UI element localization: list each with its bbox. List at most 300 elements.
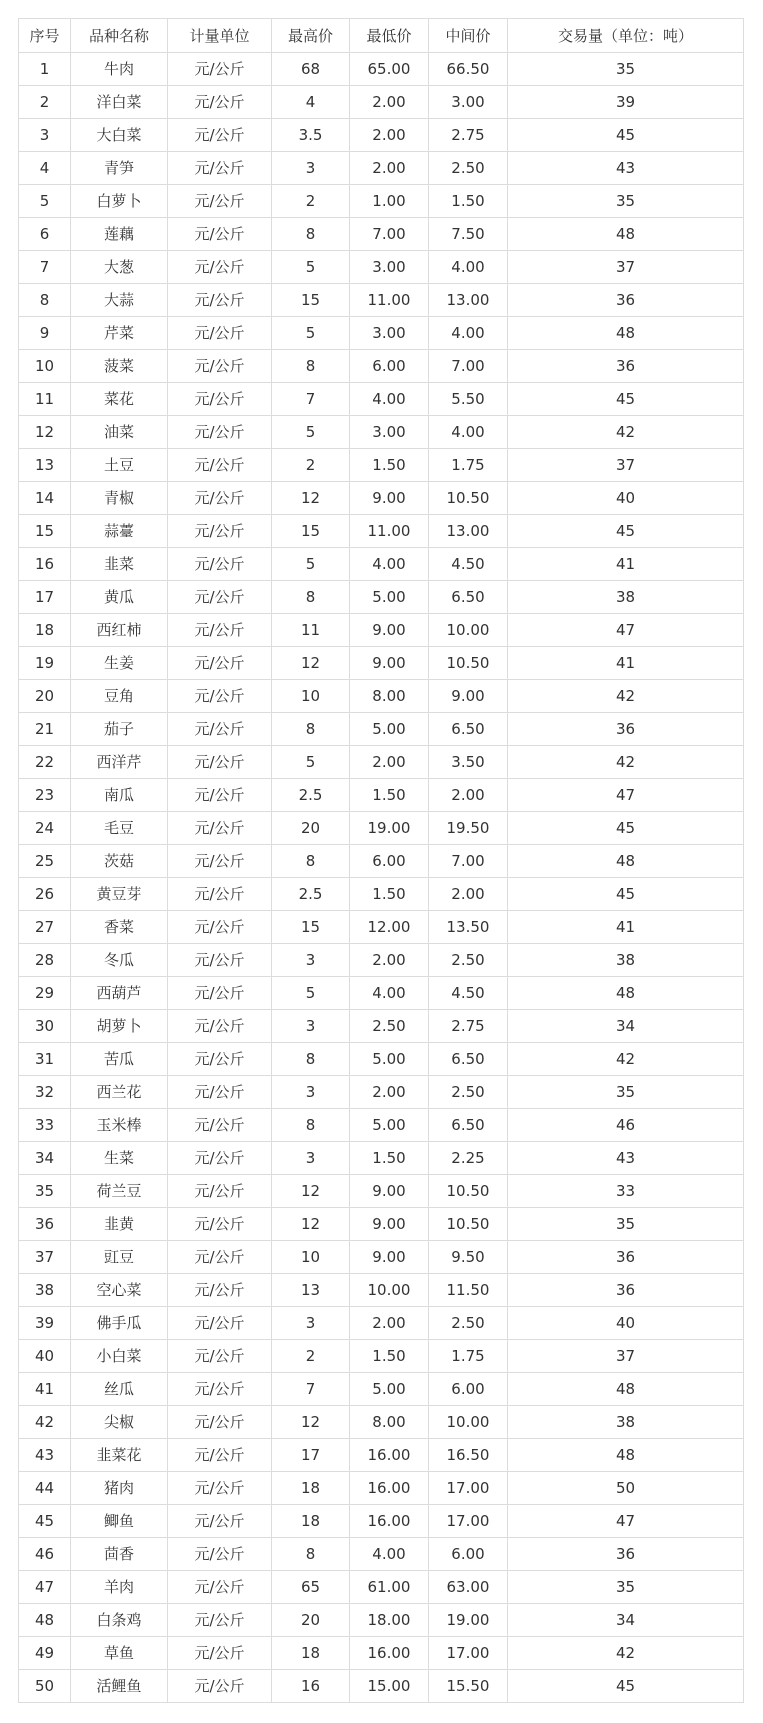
- table-row: [19, 1439, 744, 1472]
- cell-volume: 47: [508, 779, 744, 812]
- cell-unit: 元/公斤: [168, 86, 272, 119]
- cell-index: 31: [19, 1043, 71, 1076]
- cell-max-price: 8: [272, 1043, 350, 1076]
- cell-volume: 36: [508, 1538, 744, 1571]
- cell-mid-price: 4.00: [429, 317, 508, 350]
- cell-unit: 元/公斤: [168, 185, 272, 218]
- cell-volume: 37: [508, 449, 744, 482]
- cell-volume: 46: [508, 1109, 744, 1142]
- table-row: [19, 383, 744, 416]
- cell-index: 24: [19, 812, 71, 845]
- cell-unit: 元/公斤: [168, 1373, 272, 1406]
- cell-min-price: 16.00: [350, 1472, 429, 1505]
- table-row: [19, 152, 744, 185]
- cell-min-price: 2.00: [350, 119, 429, 152]
- cell-index: 42: [19, 1406, 71, 1439]
- cell-unit: 元/公斤: [168, 878, 272, 911]
- cell-unit: 元/公斤: [168, 779, 272, 812]
- table-row: [19, 713, 744, 746]
- cell-index: 8: [19, 284, 71, 317]
- cell-index: 33: [19, 1109, 71, 1142]
- cell-min-price: 2.00: [350, 746, 429, 779]
- cell-variety-name: 荷兰豆: [71, 1175, 168, 1208]
- cell-variety-name: 西葫芦: [71, 977, 168, 1010]
- table-row: [19, 1340, 744, 1373]
- cell-volume: 40: [508, 482, 744, 515]
- table-row: [19, 1175, 744, 1208]
- cell-variety-name: 佛手瓜: [71, 1307, 168, 1340]
- cell-variety-name: 韭黄: [71, 1208, 168, 1241]
- cell-mid-price: 1.75: [429, 449, 508, 482]
- cell-volume: 48: [508, 218, 744, 251]
- cell-min-price: 1.50: [350, 1142, 429, 1175]
- table-header: [19, 19, 744, 53]
- table-row: [19, 284, 744, 317]
- cell-unit: 元/公斤: [168, 482, 272, 515]
- cell-volume: 36: [508, 350, 744, 383]
- cell-index: 17: [19, 581, 71, 614]
- cell-volume: 43: [508, 1142, 744, 1175]
- cell-max-price: 8: [272, 350, 350, 383]
- cell-mid-price: 10.50: [429, 482, 508, 515]
- cell-index: 15: [19, 515, 71, 548]
- cell-volume: 38: [508, 1406, 744, 1439]
- cell-mid-price: 9.50: [429, 1241, 508, 1274]
- cell-max-price: 16: [272, 1670, 350, 1703]
- cell-variety-name: 西洋芹: [71, 746, 168, 779]
- cell-min-price: 19.00: [350, 812, 429, 845]
- cell-variety-name: 大葱: [71, 251, 168, 284]
- cell-unit: 元/公斤: [168, 1439, 272, 1472]
- cell-variety-name: 油菜: [71, 416, 168, 449]
- cell-max-price: 13: [272, 1274, 350, 1307]
- cell-mid-price: 3.50: [429, 746, 508, 779]
- cell-index: 35: [19, 1175, 71, 1208]
- table-row: [19, 1043, 744, 1076]
- cell-volume: 48: [508, 1439, 744, 1472]
- table-row: [19, 944, 744, 977]
- cell-index: 49: [19, 1637, 71, 1670]
- cell-volume: 42: [508, 1637, 744, 1670]
- cell-volume: 42: [508, 680, 744, 713]
- table-row: [19, 1010, 744, 1043]
- cell-variety-name: 生姜: [71, 647, 168, 680]
- cell-mid-price: 63.00: [429, 1571, 508, 1604]
- cell-max-price: 15: [272, 284, 350, 317]
- table-body: [19, 53, 744, 1703]
- cell-variety-name: 苦瓜: [71, 1043, 168, 1076]
- table-row: [19, 845, 744, 878]
- cell-min-price: 9.00: [350, 647, 429, 680]
- cell-unit: 元/公斤: [168, 1142, 272, 1175]
- table-row: [19, 977, 744, 1010]
- cell-index: 48: [19, 1604, 71, 1637]
- cell-min-price: 9.00: [350, 1208, 429, 1241]
- cell-volume: 45: [508, 812, 744, 845]
- cell-volume: 47: [508, 614, 744, 647]
- cell-max-price: 15: [272, 515, 350, 548]
- cell-max-price: 3: [272, 152, 350, 185]
- cell-variety-name: 活鲤鱼: [71, 1670, 168, 1703]
- cell-unit: 元/公斤: [168, 1274, 272, 1307]
- table-row: [19, 1571, 744, 1604]
- table-row: [19, 1505, 744, 1538]
- cell-min-price: 61.00: [350, 1571, 429, 1604]
- cell-min-price: 11.00: [350, 515, 429, 548]
- cell-mid-price: 10.50: [429, 1208, 508, 1241]
- table-row: [19, 680, 744, 713]
- cell-min-price: 4.00: [350, 977, 429, 1010]
- cell-variety-name: 茨菇: [71, 845, 168, 878]
- cell-variety-name: 青椒: [71, 482, 168, 515]
- header-mid-price: 中间价: [429, 19, 508, 53]
- cell-mid-price: 7.00: [429, 350, 508, 383]
- cell-unit: 元/公斤: [168, 713, 272, 746]
- cell-min-price: 16.00: [350, 1637, 429, 1670]
- cell-mid-price: 2.00: [429, 878, 508, 911]
- table-row: [19, 1670, 744, 1703]
- cell-volume: 42: [508, 746, 744, 779]
- table-row: [19, 86, 744, 119]
- cell-max-price: 3: [272, 944, 350, 977]
- table-row: [19, 1307, 744, 1340]
- cell-index: 19: [19, 647, 71, 680]
- cell-mid-price: 16.50: [429, 1439, 508, 1472]
- cell-volume: 42: [508, 1043, 744, 1076]
- cell-mid-price: 2.50: [429, 152, 508, 185]
- cell-volume: 40: [508, 1307, 744, 1340]
- cell-volume: 50: [508, 1472, 744, 1505]
- price-table: [18, 18, 744, 1703]
- cell-min-price: 9.00: [350, 614, 429, 647]
- cell-mid-price: 4.00: [429, 251, 508, 284]
- cell-unit: 元/公斤: [168, 1604, 272, 1637]
- cell-unit: 元/公斤: [168, 1637, 272, 1670]
- table-row: [19, 548, 744, 581]
- cell-index: 23: [19, 779, 71, 812]
- cell-unit: 元/公斤: [168, 1208, 272, 1241]
- cell-unit: 元/公斤: [168, 152, 272, 185]
- cell-mid-price: 9.00: [429, 680, 508, 713]
- cell-index: 16: [19, 548, 71, 581]
- cell-variety-name: 豆角: [71, 680, 168, 713]
- cell-unit: 元/公斤: [168, 515, 272, 548]
- cell-variety-name: 毛豆: [71, 812, 168, 845]
- cell-max-price: 5: [272, 977, 350, 1010]
- cell-min-price: 10.00: [350, 1274, 429, 1307]
- cell-max-price: 8: [272, 1109, 350, 1142]
- cell-variety-name: 蒜薹: [71, 515, 168, 548]
- cell-min-price: 2.50: [350, 1010, 429, 1043]
- cell-volume: 45: [508, 1670, 744, 1703]
- table-row: [19, 218, 744, 251]
- cell-unit: 元/公斤: [168, 977, 272, 1010]
- cell-min-price: 1.50: [350, 1340, 429, 1373]
- cell-min-price: 4.00: [350, 1538, 429, 1571]
- cell-max-price: 8: [272, 581, 350, 614]
- cell-unit: 元/公斤: [168, 251, 272, 284]
- cell-unit: 元/公斤: [168, 1571, 272, 1604]
- cell-index: 7: [19, 251, 71, 284]
- cell-variety-name: 南瓜: [71, 779, 168, 812]
- cell-index: 36: [19, 1208, 71, 1241]
- cell-volume: 34: [508, 1010, 744, 1043]
- cell-index: 18: [19, 614, 71, 647]
- cell-unit: 元/公斤: [168, 911, 272, 944]
- cell-volume: 33: [508, 1175, 744, 1208]
- cell-unit: 元/公斤: [168, 218, 272, 251]
- cell-max-price: 12: [272, 1208, 350, 1241]
- cell-max-price: 12: [272, 482, 350, 515]
- cell-index: 44: [19, 1472, 71, 1505]
- cell-volume: 45: [508, 515, 744, 548]
- cell-min-price: 2.00: [350, 152, 429, 185]
- cell-variety-name: 茄子: [71, 713, 168, 746]
- cell-volume: 47: [508, 1505, 744, 1538]
- cell-variety-name: 黄豆芽: [71, 878, 168, 911]
- table-row: [19, 317, 744, 350]
- table-row: [19, 1076, 744, 1109]
- cell-min-price: 6.00: [350, 845, 429, 878]
- cell-max-price: 3: [272, 1142, 350, 1175]
- cell-mid-price: 2.50: [429, 1076, 508, 1109]
- cell-min-price: 1.50: [350, 449, 429, 482]
- cell-index: 14: [19, 482, 71, 515]
- table-row: [19, 449, 744, 482]
- table-row: [19, 614, 744, 647]
- cell-max-price: 2: [272, 185, 350, 218]
- cell-volume: 34: [508, 1604, 744, 1637]
- table-row: [19, 350, 744, 383]
- cell-index: 47: [19, 1571, 71, 1604]
- table-row: [19, 1406, 744, 1439]
- cell-index: 6: [19, 218, 71, 251]
- cell-index: 2: [19, 86, 71, 119]
- cell-mid-price: 10.50: [429, 1175, 508, 1208]
- cell-index: 38: [19, 1274, 71, 1307]
- cell-unit: 元/公斤: [168, 1043, 272, 1076]
- cell-max-price: 2.5: [272, 779, 350, 812]
- cell-unit: 元/公斤: [168, 812, 272, 845]
- cell-volume: 38: [508, 944, 744, 977]
- cell-max-price: 7: [272, 383, 350, 416]
- cell-index: 25: [19, 845, 71, 878]
- cell-index: 26: [19, 878, 71, 911]
- cell-min-price: 2.00: [350, 1076, 429, 1109]
- cell-min-price: 1.50: [350, 878, 429, 911]
- cell-min-price: 11.00: [350, 284, 429, 317]
- cell-mid-price: 15.50: [429, 1670, 508, 1703]
- cell-volume: 48: [508, 317, 744, 350]
- cell-max-price: 3: [272, 1076, 350, 1109]
- cell-unit: 元/公斤: [168, 284, 272, 317]
- cell-unit: 元/公斤: [168, 317, 272, 350]
- cell-variety-name: 白萝卜: [71, 185, 168, 218]
- cell-volume: 35: [508, 1571, 744, 1604]
- cell-variety-name: 小白菜: [71, 1340, 168, 1373]
- cell-volume: 45: [508, 383, 744, 416]
- cell-mid-price: 2.00: [429, 779, 508, 812]
- cell-volume: 35: [508, 53, 744, 86]
- cell-variety-name: 香菜: [71, 911, 168, 944]
- cell-volume: 43: [508, 152, 744, 185]
- cell-mid-price: 10.00: [429, 1406, 508, 1439]
- cell-max-price: 4: [272, 86, 350, 119]
- cell-max-price: 18: [272, 1637, 350, 1670]
- cell-unit: 元/公斤: [168, 680, 272, 713]
- table-row: [19, 779, 744, 812]
- cell-max-price: 2.5: [272, 878, 350, 911]
- table-row: [19, 1241, 744, 1274]
- cell-variety-name: 韭菜花: [71, 1439, 168, 1472]
- cell-mid-price: 6.00: [429, 1538, 508, 1571]
- cell-unit: 元/公斤: [168, 944, 272, 977]
- cell-index: 22: [19, 746, 71, 779]
- cell-max-price: 5: [272, 251, 350, 284]
- cell-max-price: 17: [272, 1439, 350, 1472]
- cell-variety-name: 鲫鱼: [71, 1505, 168, 1538]
- cell-min-price: 2.00: [350, 1307, 429, 1340]
- table-row: [19, 1274, 744, 1307]
- cell-index: 5: [19, 185, 71, 218]
- cell-mid-price: 2.75: [429, 1010, 508, 1043]
- cell-unit: 元/公斤: [168, 614, 272, 647]
- cell-min-price: 5.00: [350, 1043, 429, 1076]
- cell-min-price: 9.00: [350, 1241, 429, 1274]
- cell-unit: 元/公斤: [168, 1241, 272, 1274]
- cell-max-price: 68: [272, 53, 350, 86]
- cell-mid-price: 4.50: [429, 977, 508, 1010]
- header-volume: 交易量（单位：吨）: [508, 19, 744, 53]
- cell-unit: 元/公斤: [168, 1505, 272, 1538]
- cell-volume: 35: [508, 1076, 744, 1109]
- table-row: [19, 581, 744, 614]
- cell-index: 13: [19, 449, 71, 482]
- cell-index: 37: [19, 1241, 71, 1274]
- cell-variety-name: 茴香: [71, 1538, 168, 1571]
- cell-max-price: 12: [272, 1175, 350, 1208]
- cell-index: 27: [19, 911, 71, 944]
- cell-volume: 35: [508, 1208, 744, 1241]
- cell-index: 32: [19, 1076, 71, 1109]
- cell-mid-price: 3.00: [429, 86, 508, 119]
- table-row: [19, 647, 744, 680]
- cell-variety-name: 牛肉: [71, 53, 168, 86]
- cell-mid-price: 7.00: [429, 845, 508, 878]
- cell-max-price: 8: [272, 218, 350, 251]
- cell-min-price: 8.00: [350, 680, 429, 713]
- cell-volume: 45: [508, 119, 744, 152]
- cell-variety-name: 青笋: [71, 152, 168, 185]
- cell-variety-name: 莲藕: [71, 218, 168, 251]
- cell-mid-price: 2.50: [429, 944, 508, 977]
- cell-max-price: 3: [272, 1307, 350, 1340]
- cell-unit: 元/公斤: [168, 581, 272, 614]
- cell-max-price: 8: [272, 1538, 350, 1571]
- cell-max-price: 8: [272, 845, 350, 878]
- table-row: [19, 878, 744, 911]
- cell-min-price: 5.00: [350, 1373, 429, 1406]
- cell-max-price: 2: [272, 1340, 350, 1373]
- table-row: [19, 515, 744, 548]
- cell-index: 3: [19, 119, 71, 152]
- cell-mid-price: 17.00: [429, 1505, 508, 1538]
- table-row: [19, 53, 744, 86]
- cell-variety-name: 羊肉: [71, 1571, 168, 1604]
- cell-index: 9: [19, 317, 71, 350]
- header-min-price: 最低价: [350, 19, 429, 53]
- header-max-price: 最高价: [272, 19, 350, 53]
- cell-mid-price: 2.75: [429, 119, 508, 152]
- cell-index: 11: [19, 383, 71, 416]
- cell-unit: 元/公斤: [168, 1538, 272, 1571]
- cell-min-price: 8.00: [350, 1406, 429, 1439]
- cell-mid-price: 10.00: [429, 614, 508, 647]
- cell-volume: 38: [508, 581, 744, 614]
- cell-unit: 元/公斤: [168, 1175, 272, 1208]
- cell-mid-price: 17.00: [429, 1637, 508, 1670]
- cell-mid-price: 6.50: [429, 1043, 508, 1076]
- cell-mid-price: 13.00: [429, 284, 508, 317]
- cell-variety-name: 冬瓜: [71, 944, 168, 977]
- table-row: [19, 251, 744, 284]
- cell-volume: 36: [508, 284, 744, 317]
- cell-variety-name: 豇豆: [71, 1241, 168, 1274]
- cell-unit: 元/公斤: [168, 1340, 272, 1373]
- cell-volume: 36: [508, 1241, 744, 1274]
- cell-min-price: 3.00: [350, 416, 429, 449]
- cell-variety-name: 菜花: [71, 383, 168, 416]
- cell-variety-name: 黄瓜: [71, 581, 168, 614]
- cell-mid-price: 6.50: [429, 1109, 508, 1142]
- cell-min-price: 4.00: [350, 383, 429, 416]
- cell-mid-price: 6.50: [429, 713, 508, 746]
- cell-unit: 元/公斤: [168, 416, 272, 449]
- cell-unit: 元/公斤: [168, 548, 272, 581]
- cell-mid-price: 2.50: [429, 1307, 508, 1340]
- cell-min-price: 2.00: [350, 86, 429, 119]
- cell-mid-price: 6.00: [429, 1373, 508, 1406]
- cell-mid-price: 66.50: [429, 53, 508, 86]
- cell-index: 28: [19, 944, 71, 977]
- cell-unit: 元/公斤: [168, 53, 272, 86]
- table-row: [19, 1604, 744, 1637]
- cell-unit: 元/公斤: [168, 1010, 272, 1043]
- cell-max-price: 3: [272, 1010, 350, 1043]
- cell-mid-price: 2.25: [429, 1142, 508, 1175]
- cell-max-price: 11: [272, 614, 350, 647]
- cell-mid-price: 1.75: [429, 1340, 508, 1373]
- cell-mid-price: 13.00: [429, 515, 508, 548]
- cell-min-price: 16.00: [350, 1439, 429, 1472]
- cell-min-price: 9.00: [350, 482, 429, 515]
- table-row: [19, 1637, 744, 1670]
- cell-variety-name: 白条鸡: [71, 1604, 168, 1637]
- cell-min-price: 16.00: [350, 1505, 429, 1538]
- cell-max-price: 5: [272, 416, 350, 449]
- cell-index: 21: [19, 713, 71, 746]
- cell-index: 41: [19, 1373, 71, 1406]
- cell-unit: 元/公斤: [168, 1472, 272, 1505]
- cell-mid-price: 5.50: [429, 383, 508, 416]
- table-row: [19, 1109, 744, 1142]
- cell-index: 46: [19, 1538, 71, 1571]
- cell-unit: 元/公斤: [168, 350, 272, 383]
- cell-mid-price: 19.50: [429, 812, 508, 845]
- header-unit: 计量单位: [168, 19, 272, 53]
- cell-unit: 元/公斤: [168, 449, 272, 482]
- cell-min-price: 65.00: [350, 53, 429, 86]
